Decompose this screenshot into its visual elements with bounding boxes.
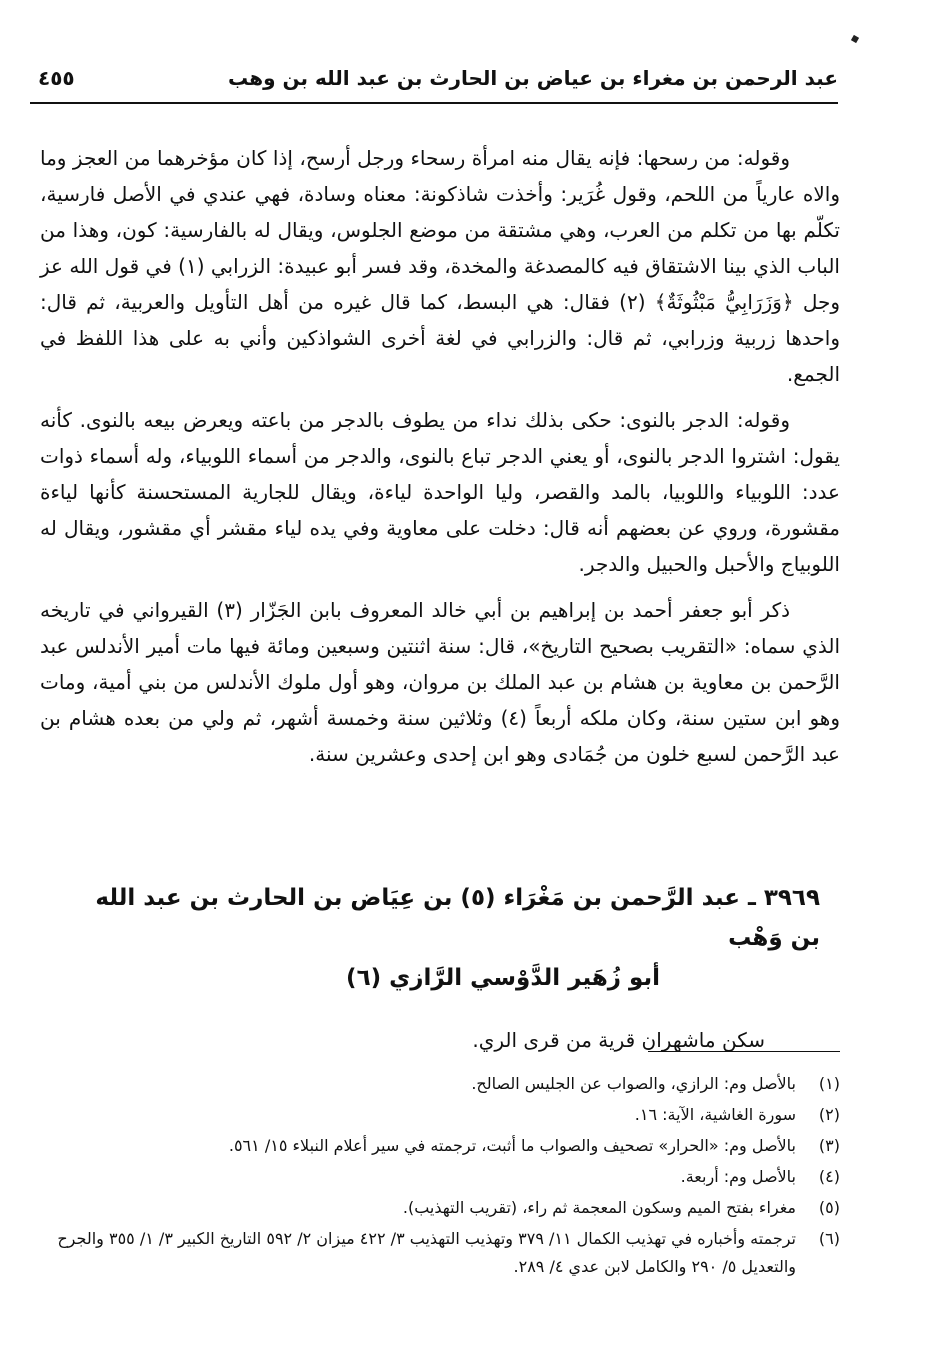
footnote-number: (٢): [818, 1105, 840, 1124]
footnote-text: بالأصل وم: الرازي، والصواب عن الجليس الصالح.: [471, 1074, 796, 1093]
footnote: [40, 1194, 840, 1222]
footnote-text: مغراء بفتح الميم وسكون المعجمة ثم راء، (تقريب التهذيب).: [402, 1198, 796, 1217]
biography-entry: [60, 878, 820, 1058]
entry-heading: ٣٩٦٩ ـ عبد الرَّحمن بن مَغْرَاء (٥) بن عِيَاض بن الحارث بن عبد الله بن وَهْب: [95, 885, 820, 951]
page-number: ٤٥٥: [38, 66, 75, 90]
footnote-number: (٤): [818, 1167, 840, 1186]
footnote-number: (٦): [818, 1229, 840, 1248]
paragraph-3: ذكر أبو جعفر أحمد بن إبراهيم بن أبي خالد المعروف بابن الجَزّار (٣) القيرواني في تاريخه الذي سماه: «التقريب بصحيح التاريخ»، قال: سنة اثنتين وسبعين ومائة فيها مات أمير الأندلس عبد الرَّحمن بن معاوية بن هشام بن عبد الملك بن مروان، وهو أول ملوك الأندلس من بني أمية، ومات وهو ابن ستين سنة، وكان ملكه أربعاً (٤) وثلاثين سنة وخمسة أشهر، ثم ولي من بعده هشام بن عبد الرَّحمن لسبع خلون من جُمَادى وهو ابن إحدى وعشرين سنة.: [40, 598, 840, 766]
footnote-number: (٥): [818, 1198, 840, 1217]
footnote-number: (٣): [818, 1136, 840, 1155]
footnote: [40, 1225, 840, 1281]
paragraph-2: وقوله: الدجر بالنوى: حكى بذلك نداء من يطوف بالدجر من باعته ويعرض بيعه بالنوى. كأنه يقول: اشتروا الدجر بالنوى، أو يعني الدجر تباع بالنوى، والدجر من أسماء اللوبياء، وله أسماء ذوات عدد: اللوبياء واللوبيا، بالمد والقصر، وليا الواحدة لياءة، ويقال للجارية المستحسنة كأنها لياءة مقشورة، وروي عن بعضهم أنه قال: دخلت على معاوية وفي يده لياء مقشر أي مقشور، ويقال له اللوبياج والأحبل والحبيل والدجر.: [40, 408, 840, 576]
footnote: [40, 1101, 840, 1129]
paragraph-1: وقوله: من رسحها: فإنه يقال منه امرأة رسحاء ورجل أرسح، إذا كان مؤخرهما من العجز وما والاه عارياً من اللحم، وقول غُرَير: وأخذت شاذكونة: معناه وسادة، فهي عندي في الأصل فارسية، تكلّم بها من تكلم من العرب، وهي مشتقة من موضع الجلوس، ويقال له بالفارسية: كون، وهذا من الباب الذي بينا الاشتقاق فيه كالمصدغة والمخدة، وقد فسر أبو عبيدة: الزرابي (١) في قول الله عز وجل ﴿وَزَرَابِيُّ مَبْثُوثَةٌ﴾ (٢) فقال: هي البسط، كما قال غيره من أهل التأويل والعربية، ثم قال: واحدها زربية وزرابي، ثم قال: والزرابي في لغة أخرى الشواذكين وأني به على هذا اللفظ في الجمع.: [40, 146, 840, 386]
footnotes: [40, 1070, 840, 1284]
running-header: [30, 58, 838, 104]
entry-subheading: أبو زُهَير الدَّوْسي الرَّازي (٦): [346, 965, 660, 991]
footnote: [40, 1132, 840, 1160]
footnote-text: ترجمته وأخباره في تهذيب الكمال ١١/ ٣٧٩ وتهذيب التهذيب ٣/ ٤٢٢ ميزان ٢/ ٥٩٢ التاريخ الكبير ٣/ ١/ ٣٥٥ والجرح والتعديل ٥/ ٢٩٠ والكامل لابن عدي ٤/ ٢٨٩.: [57, 1229, 796, 1276]
footnote-divider: [648, 1051, 840, 1052]
footnote: [40, 1070, 840, 1098]
footnote-number: (١): [818, 1074, 840, 1093]
running-header-title: عبد الرحمن بن مغراء بن عياض بن الحارث بن عبد الله بن وهب: [228, 66, 838, 90]
entry-text: سكن ماشهران قرية من قرى الري.: [472, 1028, 765, 1052]
footnote: [40, 1163, 840, 1191]
footnote-text: بالأصل وم: «الحرار» تصحيف والصواب ما أثبت، ترجمته في سير أعلام النبلاء ١٥/ ٥٦١.: [228, 1136, 796, 1155]
scan-speck: [851, 35, 859, 43]
footnote-text: بالأصل وم: أربعة.: [680, 1167, 796, 1186]
footnote-text: سورة الغاشية، الآية: ١٦.: [634, 1105, 796, 1124]
main-text: [40, 140, 840, 782]
